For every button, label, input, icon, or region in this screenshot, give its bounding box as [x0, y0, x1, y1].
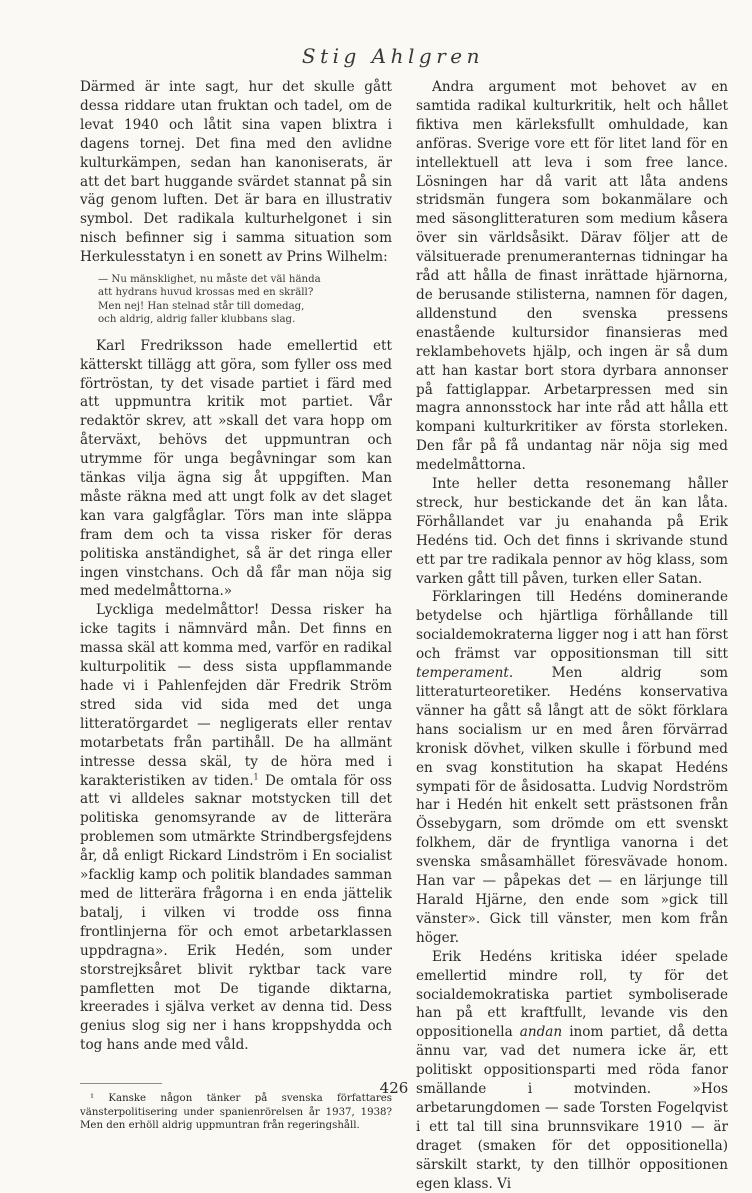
right-column: [416, 78, 728, 1193]
left-paragraph-3: [80, 601, 392, 1055]
right-paragraph-2: Inte heller detta resonemang håller streck, hur bestickande det än kan låta. Förhållandet var ju enahanda på Erik Hedéns tid. Och det finns i skrivande stund ett par tre radikala pennor av hög klass, som varken gått till påven, turken eller Satan.: [416, 476, 728, 587]
running-title: Stig Ahlgren: [301, 44, 484, 68]
paragraph-text: De omtala för oss att vi alldeles saknar motstycken till det politiska genomsyrande av de litterära problemen som utmärkte Strindbergsfejdens år, då enligt Rickard Lindström i En socialist »facklig kamp och politik blandades samman med de litterära frågorna i en enda jättelik batalj, i vilken vi trodde oss finna frontlinjerna för och emot arbetarklassen uppdragna». Erik Hedén, som under storstrejksåret blivit ryktbar tack vare pamfletten mot De tigande diktarna, kreerades i själva verket av denna tid. Dess genius slog sig ner i hans kroppshydda och tog hans ande med våld.: [80, 772, 393, 1054]
verse-line: Men nej! Han stelnad står till domedag,: [98, 300, 305, 312]
page-number: 426: [379, 1079, 409, 1097]
left-column: [80, 78, 392, 1132]
footnote: ¹ Kanske någon tänker på svenska författares vänsterpolitisering under spanienrörelsen år 1937, 1938? Men den erhöll aldrig uppmuntran från regeringshåll.: [80, 1093, 392, 1131]
left-paragraph-2: Karl Fredriksson hade emellertid ett kätterskt tillägg att göra, som fyller oss med förtröstan, ty det visade partiet i färd med att uppmuntra kritik mot partiet. Vår redaktör skrev, att »skall det vara hopp om återväxt, behövs det uppmuntran och utrymme för unga begåvningar som kan tänkas vilja ägna sig åt uppgiften. Man måste räkna med att ungt folk av det slaget kan vara galgfåglar. Törs man inte släppa fram dem och ta vissa risker för deras politiska anständighet, så är det ringa eller ingen vinstchans. Och då får man nöja sig med medelmåttorna.»: [80, 337, 392, 600]
sonnet-quote: [98, 273, 392, 327]
emphasis: andan: [519, 1024, 563, 1041]
paragraph-text: Men aldrig som litteraturteoretiker. Hedéns konservativa vänner ha gått så långt att de sökt förklara hans socialism ur en med åren förvärrad kronisk dövhet, vilken skulle i förbund med en svag konstitution ha skapat Hedéns sympati för de åsidosatta. Ludvig Nordström har i Hedén hit enkelt sett prästsonen från Össebygarn, som drömde om ett svenskt folkhem, där de fryntliga vanorna i det svenska småsamhället föresvävade honom. Han var — påpekas det — en lärjunge till Harald Hjärne, den ende som »gick till vänster». Gick till vänster, men kom från höger.: [416, 665, 728, 946]
running-header: [0, 44, 752, 68]
left-paragraph-1: Därmed är inte sagt, hur det skulle gått dessa riddare utan fruktan och tadel, om de levat 1940 och låtit sina vapen blixtra i dagens tornej. Det fina med den avlidne kulturkämpen, sedan han kanoniserats, är att det bart huggande svärdet stannat på sin väg genom luften. Det är bara en illustrativ symbol. Det radikala kulturhelgonet i sin nisch befinner sig i samma situation som Herkulesstatyn i en sonett av Prins Wilhelm:: [80, 79, 392, 266]
verse-line: att hydrans huvud krossas med en skräll?: [98, 287, 314, 299]
page-number-container: [0, 1078, 752, 1097]
emphasis: temperament.: [416, 665, 514, 682]
paragraph-text: Lyckliga medelmåttor! Dessa risker ha icke tagits i nämnvärd mån. Det finns en massa skäl att komma med, varför en radikal kulturpolitik — dess sista uppflammande hade vi i Pahlenfejden där Fredrik Ström stred sida vid sida med det unga litteratörgardet — negligerats eller rentav motarbetats från partihåll. De ha allmänt intresse dessa skäl, ty de höra med i karakteristiken av tiden.: [80, 602, 392, 789]
paragraph-text: inom partiet, då detta ännu var, vad det numera icke är, ett politiskt oppositionsparti med röda fanor smällande i motvinden. »Hos arbetarungdomen — sade Torsten Fogelqvist i ett tal till sina brunnsvikare 1910 — är draget (smaken för det oppositionella) särskilt starkt, ty den tillhör oppositionen egen klass. Vi: [416, 1024, 728, 1192]
footnote-marker: 1: [253, 772, 259, 781]
paragraph-text: Erik Hedéns kritiska idéer spelade emellertid mindre roll, ty för det socialdemokratiska partiet symboliserade han på ett kraftfullt, levande vis den oppositionella: [416, 948, 728, 1041]
paragraph-text: Förklaringen till Hedéns dominerande betydelse och hjärtliga förhållande till socialdemokraterna ligger nog i att han först och främst var oppositionsman till sitt: [416, 589, 728, 663]
right-paragraph-3: [416, 588, 728, 947]
verse-line: — Nu mänsklighet, nu måste det väl hända: [98, 274, 321, 286]
verse-line: och aldrig, aldrig faller klubbans slag.: [98, 314, 296, 326]
right-paragraph-4: [416, 948, 728, 1193]
right-paragraph-1: Andra argument mot behovet av en samtida radikal kulturkritik, helt och hållet fiktiva men kärleksfullt omhuldade, kan anföras. Sverige vore ett för litet land för en intellektuell att leva i som free lance. Lösningen har då varit att låta andens stridsmän fungera som bokanmälare och med säsonglitteraturen som medium kåsera över sin världsåsikt. Därav följer att de välsituerade prenumeranternas tidningar ha råd att hålla de finast inrättade hjärnorna, de berusande stilisterna, namnen för dagen, alldenstund den svenska pressens enastående kultursidor finansieras med reklambehovets hjälp, och ingen är så dum att han kastar bort stora dyrbara annonser på fattiglappar. Arbetarpressen med sin magra annonsstock har inte råd att hålla ett kompani kulturkritiker av första storleken. Den får på få undantag när nöja sig med medelmåttorna.: [416, 79, 728, 474]
